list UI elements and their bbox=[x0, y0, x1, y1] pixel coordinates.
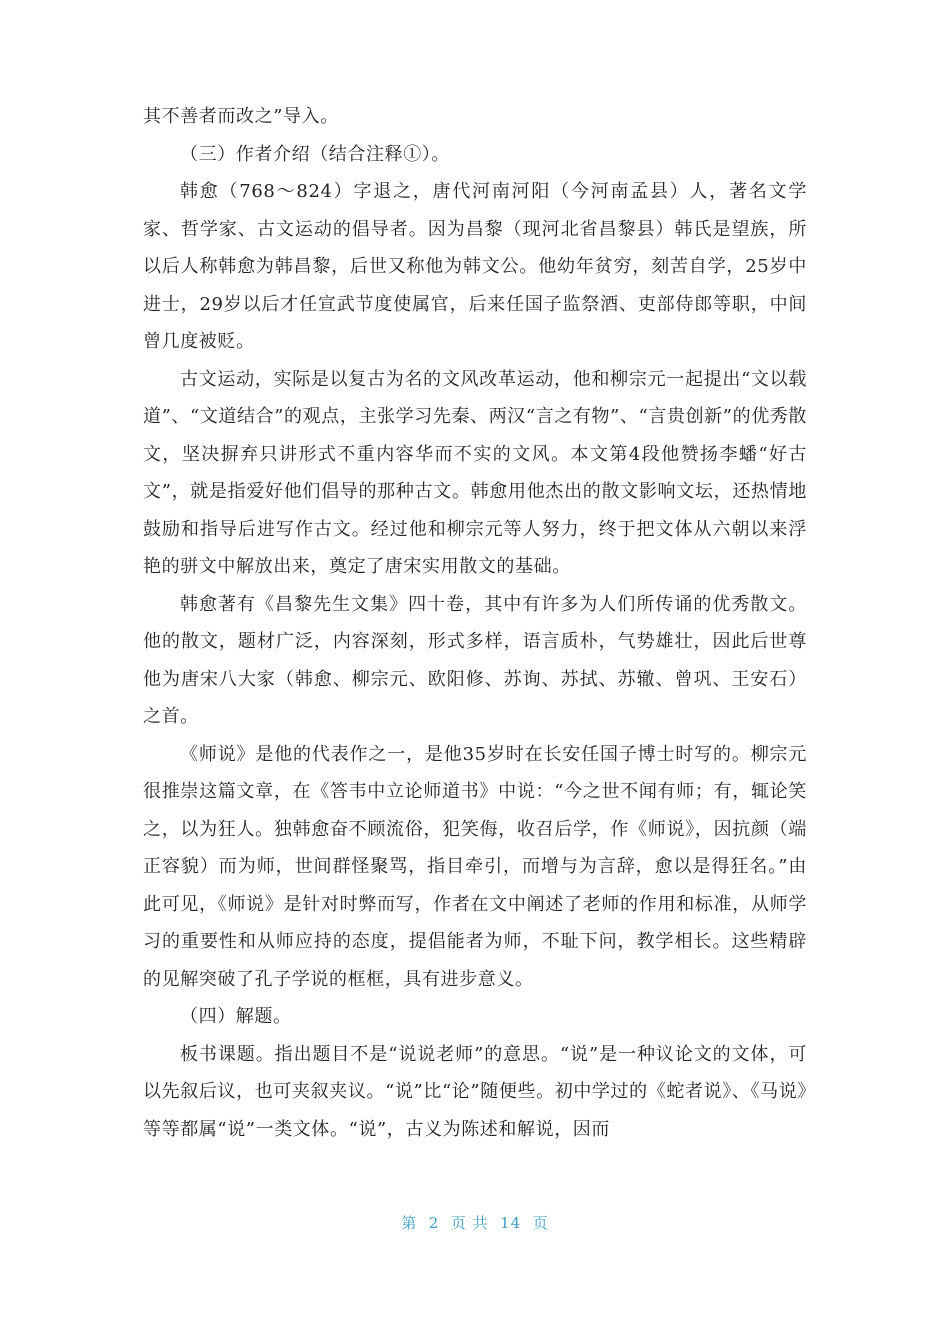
section-heading-title-explanation: （四）解题。 bbox=[180, 1006, 292, 1027]
paragraph-guwen-movement: 古文运动，实际是以复古为名的文风改革运动，他和柳宗元一起提出“文以载道”、“文道结合”的观点，主张学习先秦、两汉“言之有物”、“言贵创新”的优秀散文，坚决摒弃只讲形式不重内容华而不实的文风。本文第4段他赞扬李蟠“好古文”，就是指爱好他们倡导的那种古文。韩愈用他杰出的散文影响文坛，还热情地鼓励和指导后进写作古文。经过他和柳宗元等人努力，终于把文体从六朝以来浮艳的骈文中解放出来，奠定了唐宋实用散文的基础。 bbox=[143, 368, 807, 577]
paragraph-title-explanation: 板书课题。指出题目不是“说说老师”的意思。“说”是一种议论文的文体，可以先叙后议，也可夹叙夹议。“说”比“论”随便些。初中学过的《蛇者说》、《马说》等等都属“说”一类文体。“说”，古义为陈述和解说，因而 bbox=[143, 1043, 807, 1140]
paragraph-han-yu-works: 韩愈著有《昌黎先生文集》四十卷，其中有许多为人们所传诵的优秀散文。他的散文，题材广泛，内容深刻，形式多样，语言质朴，气势雄壮，因此后世尊他为唐宋八大家（韩愈、柳宗元、欧阳修、苏询、苏拭、苏辙、曾巩、王安石）之首。 bbox=[143, 593, 807, 727]
page-number-footer: 第 2 页 共 14 页 bbox=[401, 1214, 549, 1232]
paragraph-han-yu-biography: 韩愈（768～824）字退之，唐代河南河阳（今河南孟县）人，著名文学家、哲学家、古文运动的倡导者。因为昌黎（现河北省昌黎县）韩氏是望族，所以后人称韩愈为韩昌黎，后世又称他为韩文公。他幼年贫穷，刻苦自学，25岁中进士，29岁以后才任宣武节度使属官，后来任国子监祭酒、吏部侍郎等职，中间曾几度被贬。 bbox=[143, 181, 807, 352]
document-body bbox=[143, 98, 807, 1148]
section-heading-author-intro: （三）作者介绍（结合注释①）。 bbox=[180, 143, 450, 165]
paragraph-intro-continuation: 其不善者而改之”导入。 bbox=[143, 106, 339, 127]
paragraph-shi-shuo-background: 《师说》是他的代表作之一，是他35岁时在长安任国子博士时写的。柳宗元很推崇这篇文章，在《答韦中立论师道书》中说：“今之世不闻有师；有，辄论笑之，以为狂人。独韩愈奋不顾流俗，犯笑侮，收召后学，作《师说》，因抗颜（端正容貌）而为师，世间群怪聚骂，指目牵引，而增与为言辞，愈以是得狂名。”由此可见，《师说》是针对时弊而写，作者在文中阐述了老师的作用和标准，从师学习的重要性和从师应持的态度，提倡能者为师，不耻下问，教学相长。这些精辟的见解突破了孔子学说的框框，具有进步意义。 bbox=[143, 743, 807, 990]
